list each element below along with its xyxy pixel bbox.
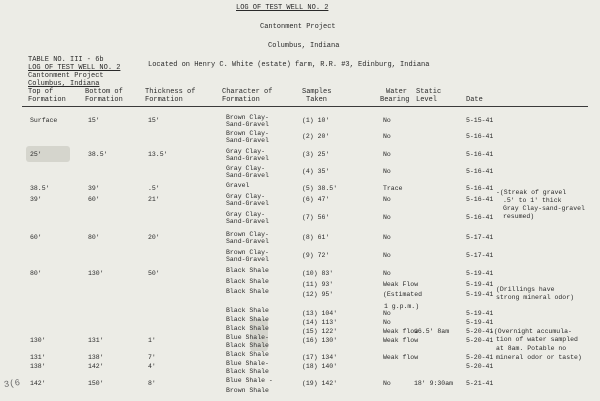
remark-overnight-1: -(Overnight accumula- [490,328,572,335]
cell-sample: (14) 113' [302,319,338,326]
cell-character: Gray Clay- [226,211,266,218]
cell-static-level: 18' 9:30am [414,380,454,387]
cell-bottom: 15' [88,117,100,124]
cell-character: Gray Clay- [226,165,266,172]
cell-water-bearing: (Estimated [383,291,423,298]
cell-character: Black Shale [226,267,269,274]
cell-thickness: 13.5' [148,151,168,158]
cell-sample: (15) 122' [302,328,338,335]
table-city: Columbus, Indiana [28,80,100,88]
cell-bottom: 60' [88,196,100,203]
cell-character: Sand-Gravel [226,137,269,144]
cell-date: 5-20-41 [466,363,494,370]
cell-bottom: 38.5' [88,151,108,158]
cell-water-bearing: Weak flow [383,354,419,361]
cell-character: Gray Clay- [226,193,266,200]
cell-thickness: 50' [148,270,160,277]
cell-water-bearing: No [383,196,391,203]
cell-sample: (6) 47' [302,196,330,203]
col-header-thickness-2: Formation [145,96,183,104]
cell-bottom: 39' [88,185,100,192]
cell-character: Sand-Gravel [226,172,269,179]
cell-water-bearing: No [383,310,391,317]
cell-character: Blue Shale- [226,334,269,341]
cell-top: Surface [30,117,58,124]
cell-character: Black Shale [226,351,269,358]
cell-static-level: 16.5' 8am [414,328,450,335]
cell-water-bearing: No [383,252,391,259]
cell-sample: (17) 134' [302,354,338,361]
cell-top: 39' [30,196,42,203]
header-rule [22,106,588,107]
cell-character: Sand-Gravel [226,121,269,128]
cell-water-bearing: No [383,214,391,221]
col-header-static-2: Level [416,96,438,104]
cell-water-bearing: Weak Flow [383,281,419,288]
col-header-samples-1: Samples [302,88,332,96]
cell-top: 131' [30,354,46,361]
cell-date: 5-17-41 [466,234,494,241]
cell-water-bearing: Weak flow [383,328,419,335]
margin-handwritten-note: 3(6 [3,377,21,391]
cell-character: Gravel [226,182,250,189]
cell-character: Black Shale [226,316,269,323]
cell-date: 5-16-41 [466,168,494,175]
cell-character: Black Shale [226,278,269,285]
cell-date: 5-16-41 [466,151,494,158]
cell-date: 5-19-41 [466,281,494,288]
col-header-character-1: Character of [222,88,273,96]
cell-sample: (3) 25' [302,151,330,158]
cell-bottom: 131' [88,337,104,344]
cell-water-bearing: Trace [383,185,403,192]
cell-sample: (12) 95' [302,291,334,298]
cell-date: 5-20-41 [466,328,494,335]
col-header-water-1: Water [386,88,408,96]
cell-water-bearing: No [383,234,391,241]
cell-character: Black Shale [226,342,269,349]
cell-sample: (19) 142' [302,380,338,387]
cell-character: Sand-Gravel [226,200,269,207]
cell-top: 142' [30,380,46,387]
cell-character: Sand-Gravel [226,238,269,245]
cell-character: Blue Shale- [226,360,269,367]
location-text: Located on Henry C. White (estate) farm, R.R. #3, Edinburg, Indiana [148,61,430,69]
cell-date: 5-16-41 [466,133,494,140]
cell-sample: (11) 93' [302,281,334,288]
header-title: LOG OF TEST WELL NO. 2 [236,4,329,12]
cell-thickness: 7' [148,354,156,361]
cell-sample: (10) 83' [302,270,334,277]
cell-water-bearing: No [383,117,391,124]
col-header-thickness-1: Thickness of [145,88,196,96]
cell-thickness: 1' [148,337,156,344]
cell-bottom: 130' [88,270,104,277]
cell-date: 5-16-41 [466,185,494,192]
col-header-character-2: Formation [222,96,260,104]
col-header-top-1: Top of [28,88,54,96]
cell-character: Black Shale [226,288,269,295]
cell-bottom: 150' [88,380,104,387]
cell-date: 5-21-41 [466,380,494,387]
cell-date: 5-20-41 [466,354,494,361]
cell-date: 5-16-41 [466,196,494,203]
header-project: Cantonment Project [260,23,336,31]
cell-character: Brown Clay- [226,114,269,121]
cell-character: Brown Clay- [226,231,269,238]
cell-date: 5-19-41 [466,310,494,317]
col-header-top-2: Formation [28,96,66,104]
remark-overnight-3: at 8am. Potable no [496,345,567,352]
cell-water-bearing: No [383,168,391,175]
cell-top: 38.5' [30,185,50,192]
table-label: TABLE NO. III - 6b [28,56,104,64]
cell-bottom: 142' [88,363,104,370]
cell-top: 138' [30,363,46,370]
cell-sample: (16) 130' [302,337,338,344]
col-header-static-1: Static [416,88,442,96]
cell-date: 5-19-41 [466,319,494,326]
cell-thickness: 4' [148,363,156,370]
cell-date: 5-19-41 [466,291,494,298]
cell-character: Gray Clay- [226,148,266,155]
cell-sample: (7) 56' [302,214,330,221]
cell-character: Brown Clay- [226,249,269,256]
cell-top: 60' [30,234,42,241]
remark-gravel-1: -(Streak of gravel [496,189,567,196]
cell-date: 5-17-41 [466,252,494,259]
cell-character: Sand-Gravel [226,155,269,162]
cell-thickness: 8' [148,380,156,387]
remark-drillings-1: (Drillings have [496,286,555,293]
cell-top: 80' [30,270,42,277]
remark-overnight-2: tion of water sampled [496,336,578,343]
cell-bottom: 80' [88,234,100,241]
cell-character: Black Shale [226,325,269,332]
cell-water-bearing: No [383,151,391,158]
cell-sample: (9) 72' [302,252,330,259]
cell-date: 5-19-41 [466,270,494,277]
col-header-water-2: Bearing [380,96,410,104]
cell-sample: (8) 61' [302,234,330,241]
cell-thickness: 15' [148,117,160,124]
cell-bottom: 138' [88,354,104,361]
cell-character: Blue Shale - [226,377,273,384]
cell-water-bearing: No [383,270,391,277]
cell-sample: (5) 38.5' [302,185,338,192]
cell-sample: (1) 10' [302,117,330,124]
log-title: LOG OF TEST WELL NO. 2 [28,64,121,72]
col-header-bottom-1: Bottom of [85,88,123,96]
cell-water-bearing: No [383,133,391,140]
cell-sample: (2) 20' [302,133,330,140]
cell-character: Brown Shale [226,387,269,394]
cell-character: Black Shale [226,307,269,314]
table-project: Cantonment Project [28,72,104,80]
remark-drillings-2: strong mineral odor) [496,294,575,301]
remark-gravel-2: .5' to 1' thick [503,197,562,204]
remark-gravel-3: Gray Clay-sand-gravel [503,205,585,212]
cell-character: Brown Clay- [226,130,269,137]
remark-gravel-4: resumed) [503,213,535,220]
cell-sample: (4) 35' [302,168,330,175]
cell-water-bearing: No [383,319,391,326]
header-city: Columbus, Indiana [268,42,340,50]
cell-thickness: 21' [148,196,160,203]
col-header-bottom-2: Formation [85,96,123,104]
water-estimate-note: 1 g.p.m.) [384,303,420,310]
cell-character: Sand-Gravel [226,256,269,263]
cell-date: 5-20-41 [466,337,494,344]
cell-thickness: 20' [148,234,160,241]
remark-overnight-4: mineral odor or taste) [496,354,582,361]
cell-sample: (18) 140' [302,363,338,370]
cell-water-bearing: No [383,380,391,387]
cell-date: 5-15-41 [466,117,494,124]
cell-character: Sand-Gravel [226,218,269,225]
col-header-date: Date [466,96,483,104]
cell-water-bearing: Weak flow [383,337,419,344]
cell-sample: (13) 104' [302,310,338,317]
cell-date: 5-16-41 [466,214,494,221]
cell-top: 25' [30,151,42,158]
col-header-samples-2: Taken [306,96,328,104]
cell-character: Black Shale [226,368,269,375]
cell-thickness: .5' [148,185,160,192]
cell-top: 130' [30,337,46,344]
